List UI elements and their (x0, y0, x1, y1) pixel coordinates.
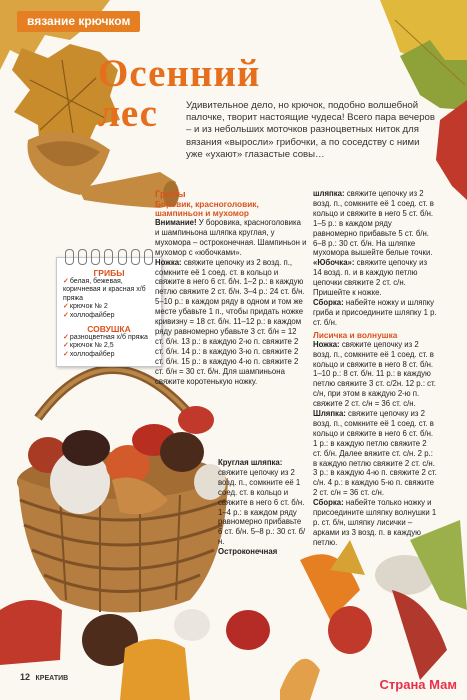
paragraph-pointed-cap-heading: Остроконечная (218, 547, 278, 557)
materials-heading-owl: СОВУШКА (87, 324, 131, 335)
materials-list-mushrooms (57, 278, 161, 320)
spiral-ring-icon (78, 249, 87, 265)
site-watermark: Страна Мам (379, 677, 457, 692)
materials-list-owl (57, 334, 161, 359)
list-item: ✓белая, бежевая, коричневая и красная х/б пряжа (63, 278, 146, 302)
instructions-column-1-continued (218, 458, 306, 557)
list-item: ✓крючок № 2,5 (63, 342, 114, 350)
list-item: ✓холлофайбер (63, 311, 115, 319)
list-item: ✓разноцветная х/б пряжа (63, 334, 148, 342)
spiral-ring-icon (104, 249, 113, 265)
spiral-binding (65, 249, 153, 265)
checkmark-icon: ✓ (63, 334, 69, 342)
paragraph-stem: Ножка: свяжите цепочку из 2 возд. п., сомкните её 1 соед. ст. в кольцо и свяжите в него 6 ст. б/н. 1–2 р.: в каждую петлю свяжите 2 ст. б/н. 3–4 р.: 24 ст. б/н. 5–10 р.: в каждом ряду в одном и том же месте убавьте 1 п., чтобы придать ножке кривизну = 18 ст. б/н. 11–12 р.: в каждом ряду равномерно убавьте 3 ст. б/н = 12 ст. б/н. 13 р.: в каждую 2-ю п. свяжите 2 ст. б/н. 14 р.: в каждую 3-ю п. свяжите 2 ст. б/н. 15 р.: в каждую 4-ю п. свяжите 2 ст. б/н = 30 ст. б/н. Для шампиньона свяжите коротенькую ножку. (155, 257, 305, 386)
instructions-column-2 (313, 189, 437, 548)
checkmark-icon: ✓ (63, 342, 69, 350)
paragraph-attention: Внимание! У боровика, красноголовика и шампиньона шляпка круглая, у мухомора – остроконечная. Шампиньон и мухомор с «юбочками». (155, 218, 307, 257)
section-subheading-mushrooms: Боровик, красноголовик, шампиньон и мухомор (155, 199, 259, 218)
spiral-ring-icon (131, 249, 140, 265)
page-number: 12 (20, 672, 31, 682)
materials-card (56, 257, 162, 367)
paragraph-round-cap: Круглая шляпка: свяжите цепочку из 2 возд. п., сомкните её 1 соед. ст. в кольцо и свяжите в него 6 ст. б/н. 1–4 р.: в каждом ряду равномерно прибавьте 6 ст. б/н. 5–8 р.: 30 ст. б/н. (218, 458, 306, 547)
spiral-ring-icon (91, 249, 100, 265)
checkmark-icon: ✓ (63, 278, 69, 285)
paragraph-assembly-1: Сборка: набейте ножку и шляпку гриба и присоедините шляпку 1 р. ст. б/н. (313, 297, 437, 327)
magazine-brand: КРЕАТИВ (35, 675, 69, 682)
title-line-1: Осенний (98, 52, 261, 95)
section-heading-mushrooms: Грибы (155, 189, 186, 200)
yellow-leaf-top-right (380, 0, 467, 110)
checkmark-icon: ✓ (63, 311, 69, 319)
red-leaf-right (436, 100, 467, 200)
checkmark-icon: ✓ (63, 350, 69, 358)
checkmark-icon: ✓ (63, 303, 69, 311)
page-footer (20, 672, 68, 682)
title-line-2: лес (98, 92, 158, 135)
spiral-ring-icon (144, 249, 153, 265)
list-item: ✓холлофайбер (63, 350, 115, 358)
paragraph-skirt: «Юбочка»: свяжите цепочку из 14 возд. п. и в каждую петлю цепочки свяжите 2 ст. с/н. Пришейте к ножке. (313, 258, 428, 298)
section-heading-chanterelle: Лисичка и волнушка (313, 329, 398, 340)
list-item: ✓крючок № 2 (63, 303, 108, 311)
spiral-ring-icon (118, 249, 127, 265)
paragraph-chanterelle-cap: Шляпка: свяжите цепочку из 2 возд. п., сомкните её 1 соед. ст. в кольцо и свяжите в него 6 ст. б/н. 1 р.: в каждую петлю свяжите 2 ст. б/н. Далее вяжите ст. с/н. 2 р.: в каждую петлю свяжите 2 ст. с/н. 3 р.: в каждую 4-ю п. свяжите 2 ст. с/н. 4 р.: в каждую 5-ю п. свяжите 2 ст. с/н = 36 ст. с/н. (313, 409, 437, 498)
paragraph-pointed-cap: шляпка: свяжите цепочку из 2 возд. п., сомкните её 1 соед. ст. в кольцо и свяжите в него 5 ст. б/н. 1–5 р.: в каждом ряду равномерно прибавьте 5 ст. б/н. 6–8 р.: 30 ст. б/н. На шляпке мухомора вышейте белые точки. (313, 189, 434, 258)
instructions-column-1 (155, 190, 307, 386)
paragraph-chanterelle-stem: Ножка: свяжите цепочку из 2 возд. п., сомкните её 1 соед. ст. в кольцо и свяжите в него 8 ст. б/н. 1–10 р.: 8 ст. б/н. 11 р.: в каждую петлю свяжите 3 ст. с/2н. 12 р.: ст. с/н, при этом в каждую 2-ю п. свяжите 2 ст. с/н = 36 ст. с/н. (313, 339, 436, 409)
paragraph-assembly-2: Сборка: набейте только ножку и присоедините шляпку волнушки 1 р. ст. б/н, шляпку лисички – арками из 3 возд. п. в каждую петлю. (313, 498, 437, 547)
spiral-ring-icon (65, 249, 74, 265)
section-tag: вязание крючком (17, 11, 140, 32)
materials-heading-mushrooms: ГРИБЫ (93, 268, 125, 278)
intro-paragraph: Удивительное дело, но крючок, подобно волшебной палочке, творит настоящие чудеса! Всего пара вечеров – и из небольших моточков разноцветных ниток для вязания «выросли» грибочки, а по соседству с ними уже «ухают» глазастые совы… (186, 100, 435, 160)
